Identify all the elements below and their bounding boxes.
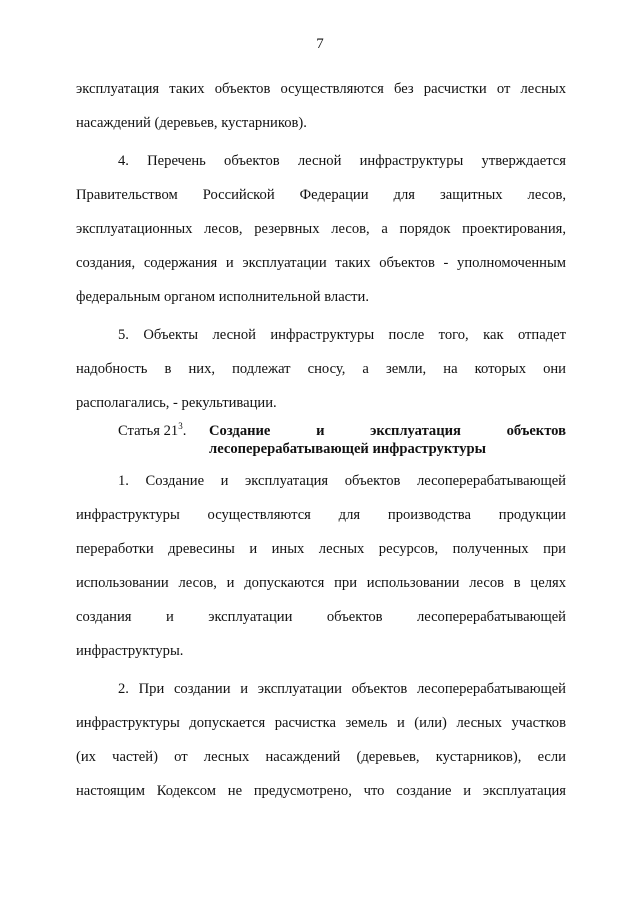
text-line: 5. Объекты лесной инфраструктуры после того, как отпадет <box>118 327 566 343</box>
text-line: инфраструктуры осуществляются для производства продукции <box>76 507 566 523</box>
article-label-dot: . <box>182 423 187 439</box>
text-line: насаждений (деревьев, кустарников). <box>76 115 307 131</box>
article-title <box>209 422 566 458</box>
paragraph-5 <box>76 318 566 420</box>
text-line: 4. Перечень объектов лесной инфраструктуры утверждается <box>118 153 566 169</box>
article-heading <box>76 422 566 458</box>
text-line: создания и эксплуатации объектов лесоперерабатывающей <box>76 609 566 625</box>
article-title-line: Создание и эксплуатация объектов <box>209 423 566 439</box>
text-line: Правительством Российской Федерации для защитных лесов, <box>76 187 566 203</box>
article-title-line: лесоперерабатывающей инфраструктуры <box>209 441 487 457</box>
article-label-text: Статья 21 <box>118 423 179 439</box>
article-superscript: 3 <box>178 421 183 431</box>
article-number <box>118 422 186 440</box>
text-line: инфраструктуры допускается расчистка земель и (или) лесных участков <box>76 715 566 731</box>
paragraph-1 <box>76 464 566 668</box>
text-line: надобность в них, подлежат сносу, а земли, на которых они <box>76 361 566 377</box>
text-line: (их частей) от лесных насаждений (деревьев, кустарников), если <box>76 749 566 765</box>
text-line: переработки древесины и иных лесных ресурсов, полученных при <box>76 541 566 557</box>
text-line: инфраструктуры. <box>76 643 184 659</box>
paragraph-2 <box>76 672 566 808</box>
page-number: 7 <box>316 36 324 52</box>
text-line: создания, содержания и эксплуатации таких объектов - уполномоченным <box>76 255 566 271</box>
document-body <box>76 72 566 808</box>
text-line: 2. При создании и эксплуатации объектов лесоперерабатывающей <box>118 681 566 697</box>
text-line: эксплуатационных лесов, резервных лесов, а порядок проектирования, <box>76 221 566 237</box>
text-line: настоящим Кодексом не предусмотрено, что создание и эксплуатация <box>76 783 566 799</box>
paragraph-4 <box>76 144 566 314</box>
text-line: федеральным органом исполнительной власти. <box>76 289 369 305</box>
text-line: использовании лесов, и допускаются при использовании лесов в целях <box>76 575 566 591</box>
text-line: 1. Создание и эксплуатация объектов лесоперерабатывающей <box>118 473 566 489</box>
paragraph-continuation <box>76 72 566 140</box>
text-line: эксплуатация таких объектов осуществляются без расчистки от лесных <box>76 81 566 97</box>
text-line: располагались, - рекультивации. <box>76 395 277 411</box>
